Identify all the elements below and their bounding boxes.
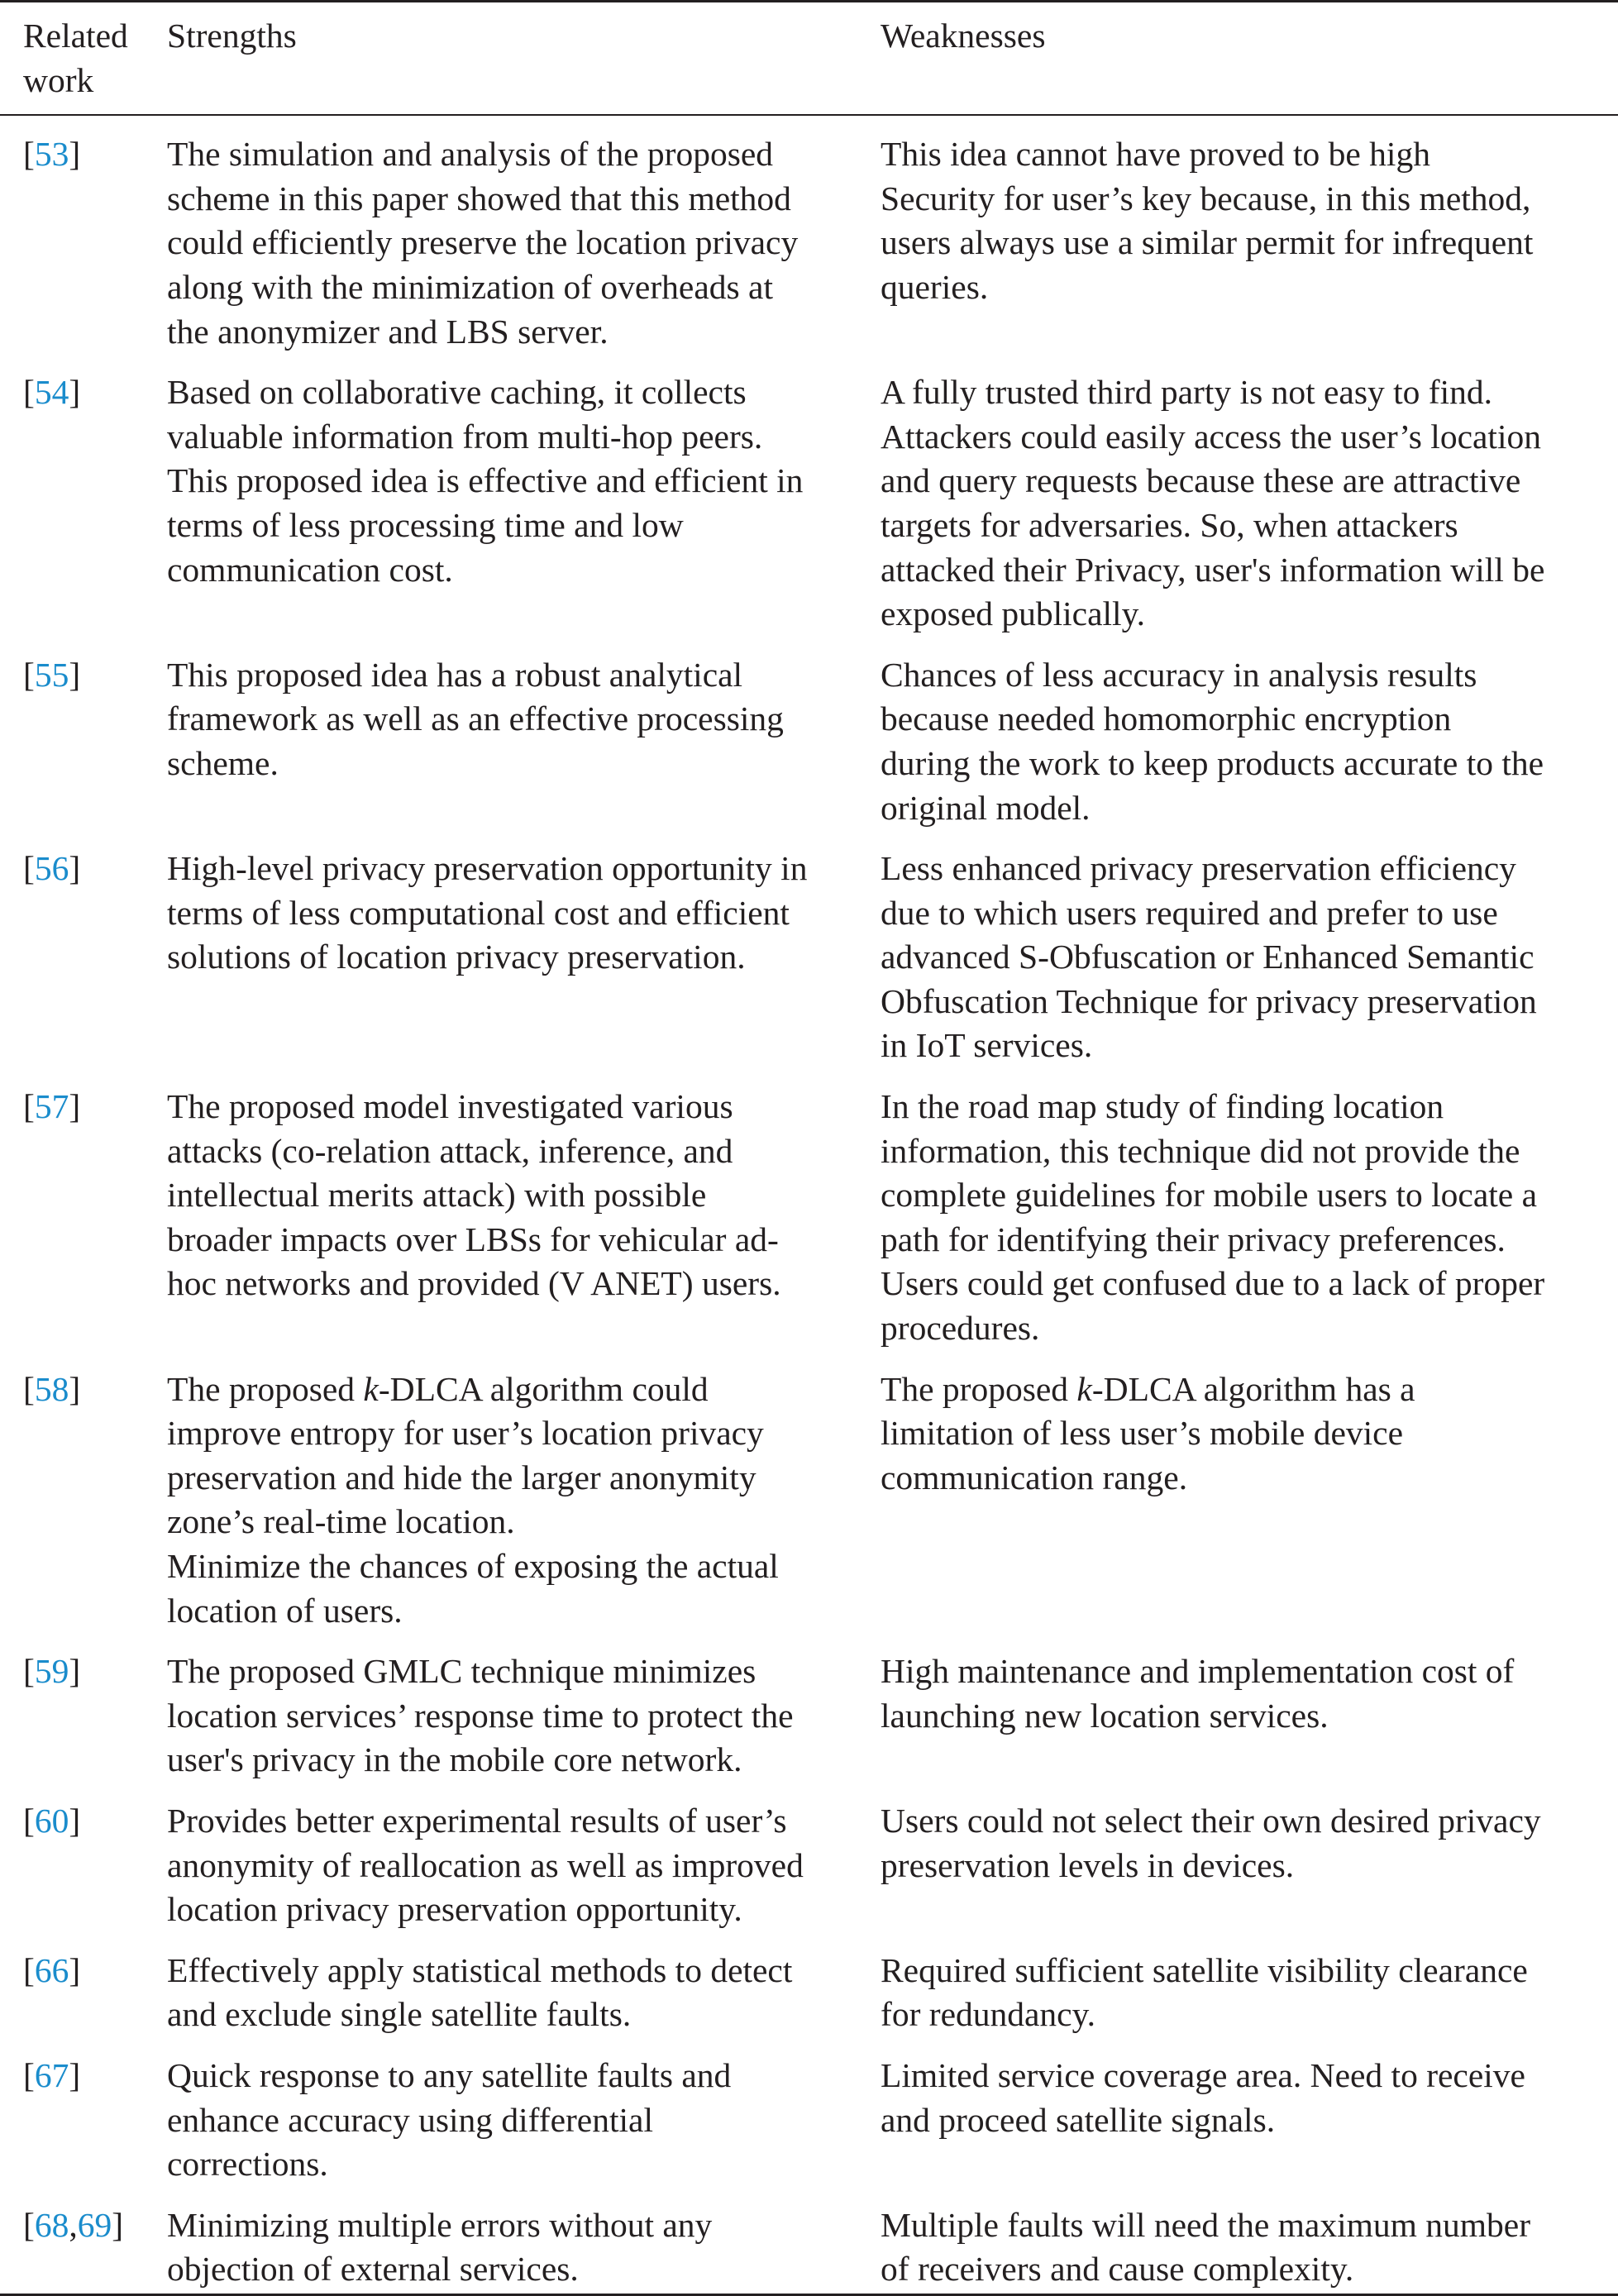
header-strengths: Strengths: [167, 17, 297, 55]
table-row: [0, 2045, 1618, 2195]
reference-link[interactable]: 59: [34, 1652, 69, 1691]
reference-link[interactable]: 60: [34, 1801, 69, 1840]
strengths-cell: The proposed model investigated various attacks (co-relation attack, inference, and intellectual merits attack) with possible broader impacts over LBSs for vehicular ad- hoc networks and provided (V ANET) users.: [167, 1087, 781, 1303]
weaknesses-cell: Less enhanced privacy preservation efficiency due to which users required and prefer to use advanced S-Obfuscation or Enhanced Semantic Obfuscation Technique for privacy preservation in IoT services.: [881, 849, 1537, 1065]
weaknesses-cell: The proposed k-DLCA algorithm has a limitation of less user’s mobile device communication range.: [881, 1369, 1415, 1496]
weaknesses-cell: Chances of less accuracy in analysis results because needed homomorphic encryption during the work to keep products accurate to the original model.: [881, 655, 1544, 827]
related-work-cell: [59]: [23, 1652, 81, 1691]
reference-link[interactable]: 54: [34, 373, 69, 412]
table-body: [0, 115, 1618, 2294]
related-work-cell: [55]: [23, 655, 81, 694]
related-work-cell: [67]: [23, 2055, 81, 2094]
strengths-cell: The simulation and analysis of the proposed scheme in this paper showed that this method could efficiently preserve the location privacy along with the minimization of overheads at the anonymizer and LBS server.: [167, 135, 799, 351]
related-work-cell: [58]: [23, 1369, 81, 1408]
reference-link[interactable]: 66: [34, 1950, 69, 1989]
strengths-cell: The proposed GMLC technique minimizes location services’ response time to protect the user's privacy in the mobile core network.: [167, 1652, 794, 1779]
header-related-work: Related work: [23, 17, 128, 99]
table-row: [0, 1359, 1618, 1642]
related-work-cell: [56]: [23, 849, 81, 888]
strengths-cell: Based on collaborative caching, it collects valuable information from multi-hop peers. This proposed idea is effective and efficient in terms of less processing time and low communication cost.: [167, 373, 804, 589]
related-work-cell: [53]: [23, 135, 81, 174]
strengths-cell: Quick response to any satellite faults and enhance accuracy using differential corrections.: [167, 2055, 732, 2184]
table-row: [0, 115, 1618, 362]
weaknesses-cell: High maintenance and implementation cost of launching new location services.: [881, 1652, 1515, 1735]
related-work-cell: [57]: [23, 1087, 81, 1126]
table-row: [0, 1791, 1618, 1940]
related-work-cell: [66]: [23, 1950, 81, 1989]
related-work-cell: [60]: [23, 1801, 81, 1840]
table-row: [0, 838, 1618, 1076]
related-work-cell: [68,69]: [23, 2205, 124, 2244]
weaknesses-cell: Required sufficient satellite visibility clearance for redundancy.: [881, 1950, 1528, 2034]
table-row: [0, 645, 1618, 838]
reference-link[interactable]: 68: [34, 2205, 69, 2244]
weaknesses-cell: Limited service coverage area. Need to receive and proceed satellite signals.: [881, 2055, 1525, 2139]
reference-link[interactable]: 56: [34, 849, 69, 888]
weaknesses-cell: Multiple faults will need the maximum number of receivers and cause complexity.: [881, 2205, 1531, 2289]
table-row: [0, 362, 1618, 645]
strengths-cell: High-level privacy preservation opportunity in terms of less computational cost and efficient solutions of location privacy preservation.: [167, 849, 808, 976]
header-weaknesses: Weaknesses: [881, 17, 1046, 55]
reference-link[interactable]: 69: [77, 2205, 112, 2244]
reference-link[interactable]: 67: [34, 2055, 69, 2094]
reference-link[interactable]: 58: [34, 1369, 69, 1408]
reference-link[interactable]: 53: [34, 135, 69, 174]
related-work-cell: [54]: [23, 373, 81, 412]
strengths-cell: This proposed idea has a robust analytical framework as well as an effective processing scheme.: [167, 655, 784, 782]
table-header: [0, 2, 1618, 116]
weaknesses-cell: A fully trusted third party is not easy to find. Attackers could easily access the user’s location and query requests because these are attractive targets for adversaries. So, when attackers attacked their Privacy, user's information will be exposed publically.: [881, 373, 1545, 633]
table-row: [0, 1076, 1618, 1359]
header-row: [0, 2, 1618, 116]
weaknesses-cell: In the road map study of finding location information, this technique did not provide the complete guidelines for mobile users to locate a path for identifying their privacy preferences. Users could get confused due to a lack of proper procedures.: [881, 1087, 1545, 1348]
table-row: [0, 2195, 1618, 2295]
reference-link[interactable]: 57: [34, 1087, 69, 1126]
reference-link[interactable]: 55: [34, 655, 69, 694]
weaknesses-cell: This idea cannot have proved to be high Security for user’s key because, in this method, users always use a similar permit for infrequent queries.: [881, 135, 1534, 306]
strengths-cell: The proposed k-DLCA algorithm could improve entropy for user’s location privacy preservation and hide the larger anonymity zone’s real-time location. Minimize the chances of exposing the actual location of users.: [167, 1369, 779, 1630]
strengths-cell: Effectively apply statistical methods to detect and exclude single satellite faults.: [167, 1950, 793, 2034]
strengths-cell: Minimizing multiple errors without any objection of external services.: [167, 2205, 713, 2289]
strengths-cell: Provides better experimental results of user’s anonymity of reallocation as well as improved location privacy preservation opportunity.: [167, 1801, 804, 1929]
weaknesses-cell: Users could not select their own desired privacy preservation levels in devices.: [881, 1801, 1541, 1884]
table-row: [0, 1641, 1618, 1791]
table-row: [0, 1940, 1618, 2045]
